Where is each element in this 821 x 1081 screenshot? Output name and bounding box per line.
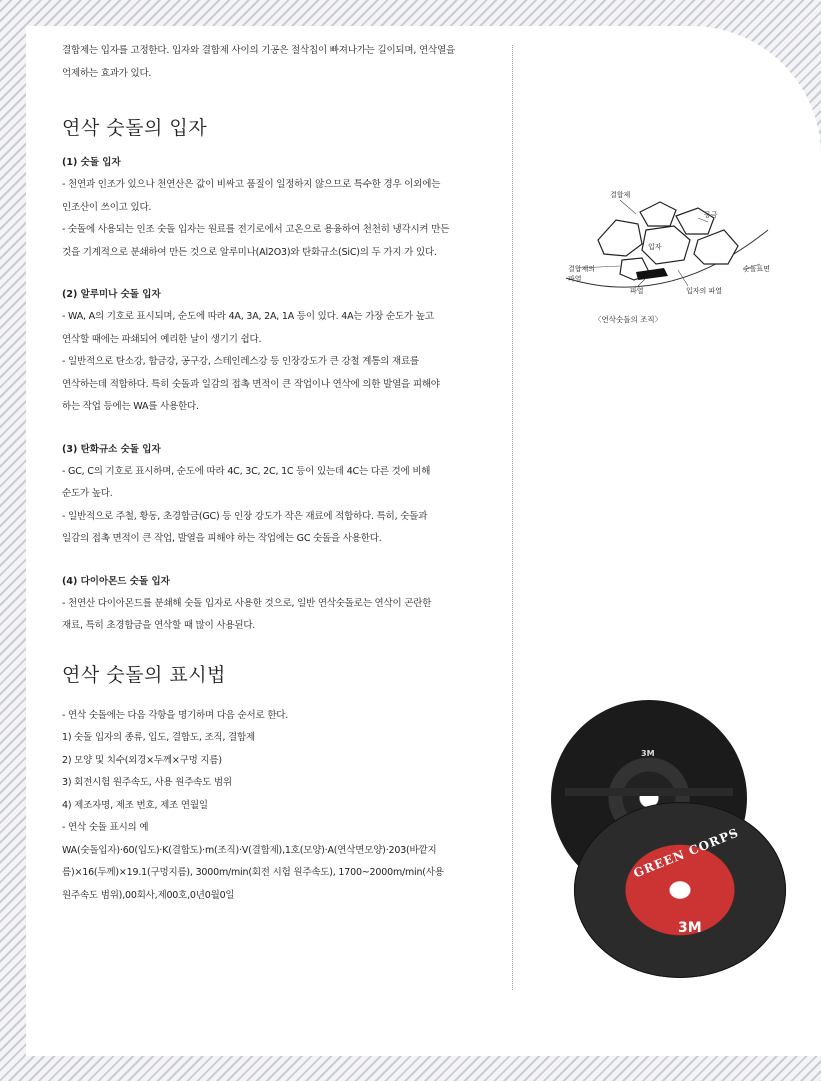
label-pore: 공극	[704, 211, 718, 219]
label-grain-fracture: 입자의 파열	[686, 287, 723, 295]
label-fracture: 파열	[630, 287, 644, 295]
text-line: - 연삭 숫돌 표시의 예	[62, 822, 149, 833]
wheel-label-band	[565, 788, 733, 796]
text-line: 것을 기계적으로 분쇄하여 만든 것으로 알루미나(Al2O3)와 탄화규소(SiC)의 두 가지 가 있다.	[62, 246, 437, 258]
marking-list	[62, 705, 522, 908]
product-name: GREEN CORPS	[631, 825, 741, 881]
text-line: 억제하는 효과가 있다.	[62, 67, 152, 79]
text-line: 름)×16(두께)×19.1(구멍지름), 3000m/min(회전 시험 원주속도), 1700~2000m/min(사용	[62, 867, 444, 878]
structure-illustration	[538, 160, 788, 310]
subsection-heading: (2) 알루미나 숫돌 입자	[62, 289, 161, 300]
subsection-heading: (1) 숫돌 입자	[62, 157, 121, 168]
text-line: - 천연산 다이아몬드를 분쇄해 숫돌 입자로 사용한 것으로, 일반 연삭숫돌로는 연삭이 곤란한	[62, 597, 432, 609]
text-line: - WA, A의 기호로 표시되며, 순도에 따라 4A, 3A, 2A, 1A 등이 있다. 4A는 가장 순도가 높고	[62, 311, 434, 322]
text-line: - 숫돌에 사용되는 인조 숫돌 입자는 원료를 전기로에서 고온으로 용융하여 천천히 냉각시켜 만든	[62, 224, 450, 235]
main-column	[62, 40, 522, 907]
text-line: 연삭하는데 적합하다. 특히 숫돌과 일감의 접촉 면적이 큰 작업이나 연삭에 의한 발열을 피해야	[62, 378, 440, 390]
brand-logo: 3M	[678, 920, 702, 936]
text-line: 하는 작업 등에는 WA를 사용한다.	[62, 401, 199, 412]
text-line: 인조산이 쓰이고 있다.	[62, 201, 152, 213]
text-line: 원주속도 범위),00회사,제00호,0년0월0일	[62, 889, 235, 901]
text-line: - GC, C의 기호로 표시하며, 순도에 따라 4C, 3C, 2C, 1C 등이 있는데 4C는 다른 것에 비해	[62, 465, 431, 477]
diagram-caption: 〈연삭숫돌의 조직〉	[594, 315, 663, 324]
intro-paragraph	[62, 40, 522, 85]
text-line: 일감의 접촉 면적이 큰 작업, 발열을 피해야 하는 작업에는 GC 숫돌을 사용한다.	[62, 533, 382, 544]
subsection-grain	[62, 152, 522, 264]
subsection-alumina	[62, 284, 522, 419]
grinding-wheel-structure-diagram	[538, 160, 788, 330]
label-bond-fracture: 결합제의 파열	[568, 265, 596, 283]
text-line: 결합제는 입자를 고정한다. 입자와 결합제 사이의 기공은 절삭칩이 빠져나가는 길이되며, 연삭열을	[62, 45, 455, 56]
subsection-heading: (3) 탄화규소 숫돌 입자	[62, 443, 161, 455]
text-line: WA(숫돌입자)·60(입도)·K(결합도)·m(조직)·V(결합제),1호(모양)·A(연삭면모양)·203(바깥지	[62, 844, 437, 856]
brand-logo: 3M	[641, 749, 655, 758]
grinding-wheel-photo-2	[574, 802, 786, 978]
text-line: - 일반적으로 주철, 황동, 초경합금(GC) 등 인장 강도가 작은 재료에 적합하다. 특히, 숫돌과	[62, 510, 428, 522]
text-line: 1) 숫돌 입자의 종류, 입도, 결합도, 조직, 결합제	[62, 732, 255, 743]
text-line: 3) 회전시험 원주속도, 사용 원주속도 범위	[62, 777, 232, 788]
text-line: 순도가 높다.	[62, 488, 113, 499]
text-line: 2) 모양 및 치수(외경×두께×구멍 지름)	[62, 754, 222, 766]
text-line: 4) 제조자명, 제조 번호, 제조 연월일	[62, 799, 208, 811]
text-line: - 일반적으로 탄소강, 합금강, 공구강, 스테인레스강 등 인장강도가 큰 강철 계통의 재료를	[62, 356, 419, 367]
label-surface: 숫돌표면	[743, 265, 771, 273]
text-line: - 연삭 숫돌에는 다음 각항을 명기하며 다음 순서로 한다.	[62, 709, 289, 721]
section-title-particles: 연삭 숫돌의 입자	[62, 117, 208, 139]
subsection-heading: (4) 다이아몬드 숫돌 입자	[62, 575, 170, 587]
text-line: 연삭할 때에는 파쇄되어 예리한 날이 생기기 쉽다.	[62, 333, 262, 345]
label-bond: 결합제	[610, 191, 631, 199]
text-line: - 천연과 인조가 있으나 천연산은 값이 비싸고 품질이 일정하지 않으므로 특수한 경우 이외에는	[62, 179, 441, 190]
section-title-marking: 연삭 숫돌의 표시법	[62, 663, 226, 686]
subsection-diamond	[62, 571, 522, 638]
text-line: 재료, 특히 초경합금을 연삭할 때 많이 사용된다.	[62, 620, 256, 631]
label-grain: 입자	[648, 243, 662, 251]
subsection-silicon-carbide	[62, 439, 522, 551]
